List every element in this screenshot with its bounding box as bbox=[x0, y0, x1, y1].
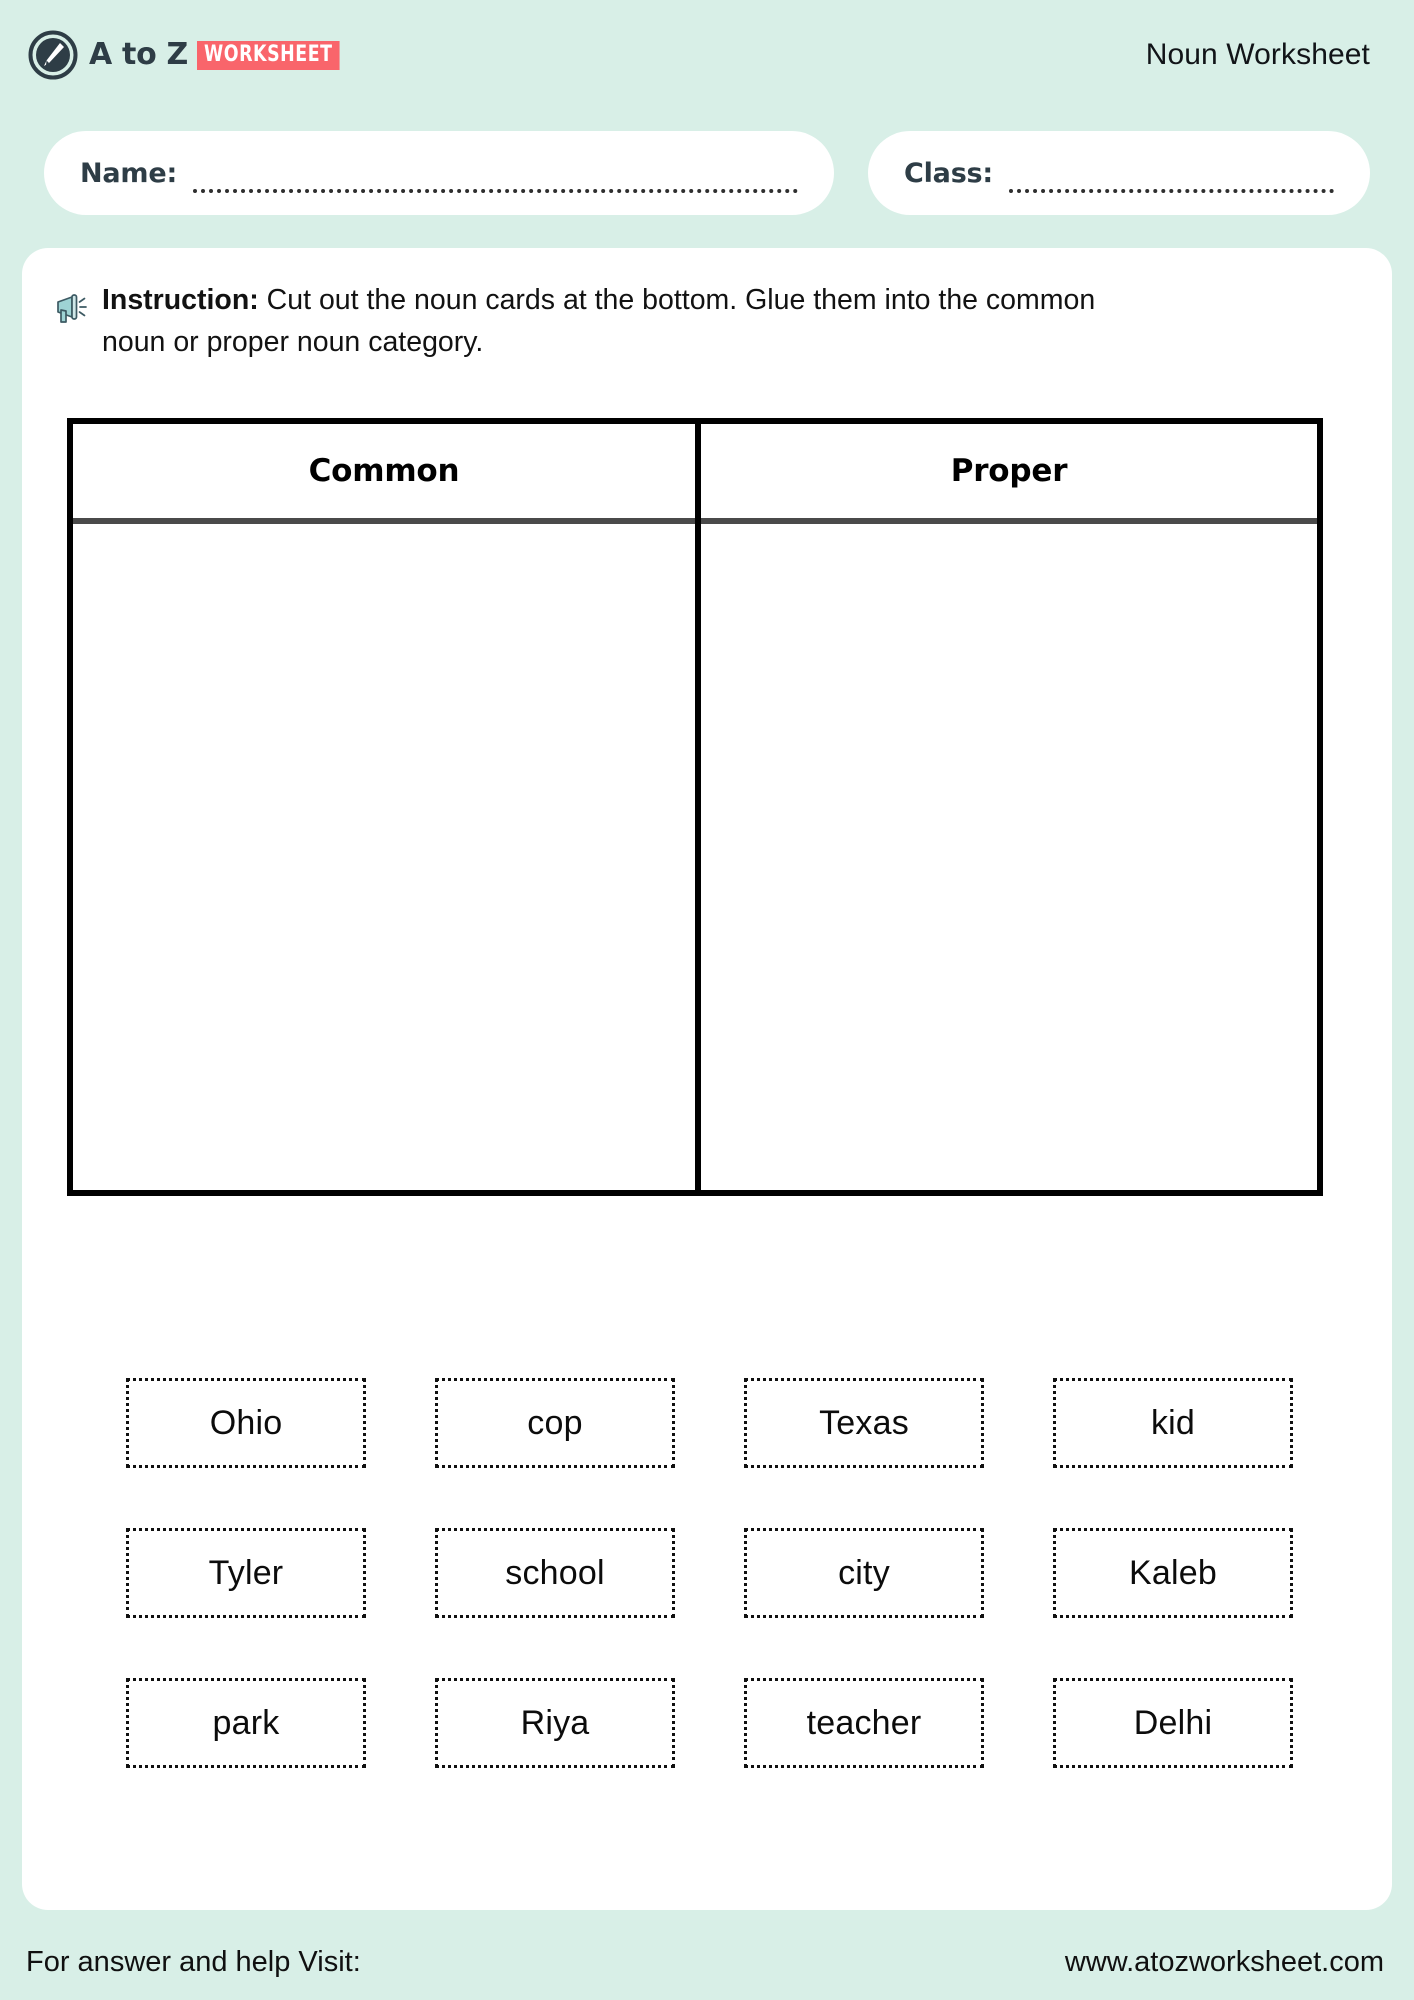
noun-cards-grid bbox=[126, 1378, 1292, 1768]
page-title: Noun Worksheet bbox=[1145, 38, 1370, 71]
noun-card[interactable] bbox=[1053, 1378, 1293, 1468]
noun-card[interactable] bbox=[126, 1678, 366, 1768]
table-column-proper bbox=[695, 424, 1317, 1190]
class-field-container[interactable] bbox=[868, 131, 1370, 215]
noun-card[interactable] bbox=[744, 1528, 984, 1618]
noun-card[interactable] bbox=[1053, 1528, 1293, 1618]
noun-card-label: cop bbox=[527, 1403, 583, 1442]
noun-card[interactable] bbox=[435, 1528, 675, 1618]
pen-nib-circle-icon bbox=[28, 30, 78, 80]
noun-card[interactable] bbox=[744, 1378, 984, 1468]
noun-card[interactable] bbox=[1053, 1678, 1293, 1768]
page-footer bbox=[0, 1925, 1414, 2000]
noun-card[interactable] bbox=[126, 1528, 366, 1618]
brand-atoz-text: A to Z bbox=[89, 37, 189, 72]
instruction-label: Instruction: bbox=[102, 284, 259, 316]
name-input-line[interactable] bbox=[193, 169, 798, 193]
noun-card[interactable] bbox=[744, 1678, 984, 1768]
noun-card[interactable] bbox=[435, 1678, 675, 1768]
instruction-text bbox=[102, 280, 1102, 363]
instruction-block bbox=[50, 280, 1340, 363]
page-header bbox=[0, 0, 1414, 110]
noun-card-label: Riya bbox=[520, 1703, 590, 1742]
noun-card-label: Delhi bbox=[1133, 1703, 1213, 1742]
brand-wordmark bbox=[89, 37, 359, 72]
name-field-container[interactable] bbox=[44, 131, 834, 215]
brand-logo bbox=[28, 30, 359, 80]
table-header-common-label: Common bbox=[308, 453, 460, 489]
class-input-line[interactable] bbox=[1009, 169, 1334, 193]
table-dropzone-proper[interactable] bbox=[701, 524, 1317, 1190]
noun-card-label: kid bbox=[1150, 1403, 1196, 1442]
noun-card-label: school bbox=[505, 1553, 605, 1592]
student-identity-row bbox=[44, 131, 1370, 215]
noun-card-label: Texas bbox=[819, 1403, 909, 1442]
table-header-proper bbox=[701, 424, 1317, 524]
table-header-common bbox=[73, 424, 695, 524]
brand-worksheet-tag: WORKSHEET bbox=[197, 41, 340, 70]
noun-card-label: Ohio bbox=[209, 1403, 283, 1442]
noun-card-label: park bbox=[212, 1703, 280, 1742]
worksheet-sheet bbox=[22, 248, 1392, 1910]
noun-card-label: Tyler bbox=[208, 1553, 284, 1592]
noun-sorting-table bbox=[67, 418, 1323, 1196]
footer-help-text: For answer and help Visit: bbox=[26, 1946, 361, 1978]
footer-website-url[interactable]: www.atozworksheet.com bbox=[1064, 1946, 1384, 1978]
noun-card-label: teacher bbox=[806, 1703, 922, 1742]
noun-card[interactable] bbox=[435, 1378, 675, 1468]
table-header-proper-label: Proper bbox=[950, 453, 1068, 489]
noun-card[interactable] bbox=[126, 1378, 366, 1468]
name-label: Name: bbox=[80, 157, 178, 189]
table-dropzone-common[interactable] bbox=[73, 524, 695, 1190]
table-column-common bbox=[73, 424, 695, 1190]
instruction-body: Cut out the noun cards at the bottom. Glue them into the common noun or proper noun category. bbox=[102, 284, 1096, 358]
class-label: Class: bbox=[904, 157, 994, 189]
noun-card-label: Kaleb bbox=[1129, 1553, 1217, 1592]
noun-card-label: city bbox=[838, 1553, 890, 1592]
megaphone-icon bbox=[50, 288, 90, 328]
